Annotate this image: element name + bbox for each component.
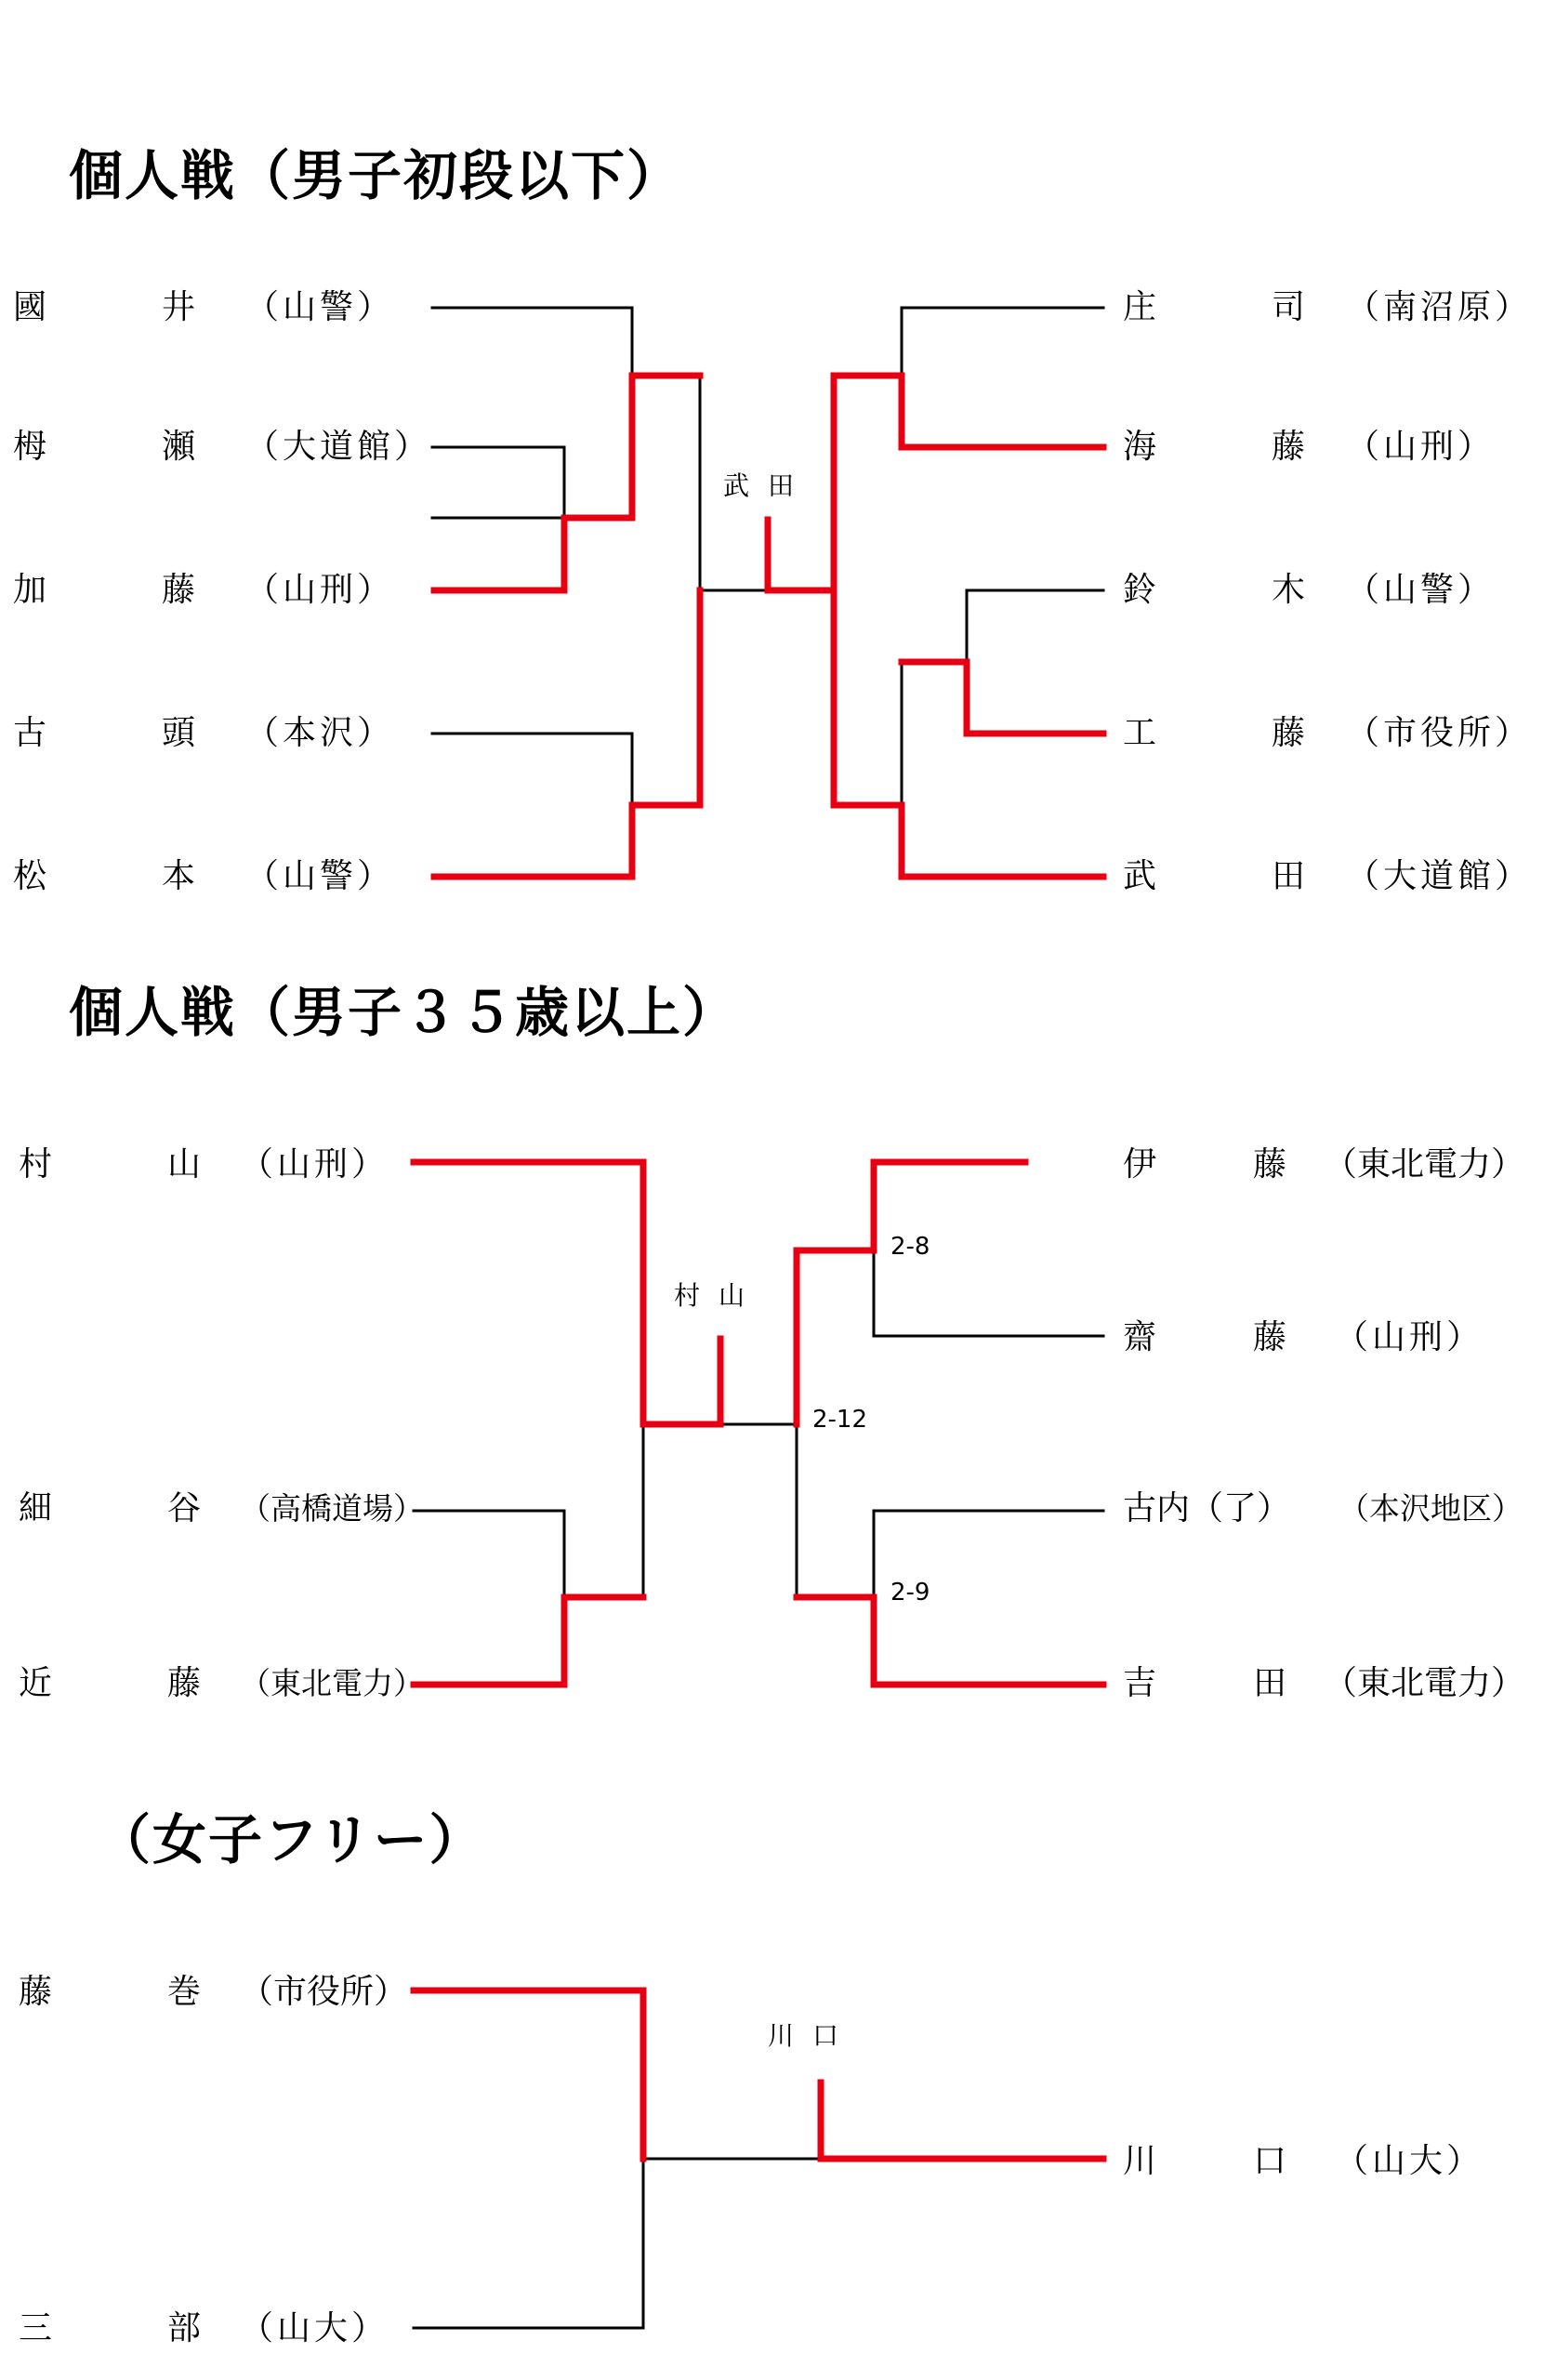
club-name: （東北電力）: [240, 1665, 424, 1701]
winner-line: [768, 520, 1103, 877]
winner-line: [797, 1162, 1025, 1424]
family-name: 加: [13, 571, 47, 609]
champion-name: 武田: [723, 470, 813, 501]
club-name: （本沢地区）: [1339, 1490, 1523, 1527]
match-score: 2-12: [812, 1406, 868, 1434]
family-name: 伊: [1123, 1145, 1157, 1183]
family-name: 松: [13, 857, 47, 895]
given-name: 巻: [167, 1973, 202, 2011]
given-name: 藤: [1253, 1145, 1287, 1183]
family-name: 武: [1123, 857, 1157, 895]
bracket-line: [902, 308, 1103, 376]
winner-line: [902, 662, 1103, 734]
given-name: 田: [1272, 857, 1306, 895]
club-name: （山警）: [1346, 571, 1496, 609]
club-name: （山刑）: [1335, 1318, 1484, 1356]
club-name: （山警）: [245, 288, 395, 326]
club-name: （東北電力）: [1324, 1664, 1525, 1702]
given-name: 田: [1253, 1664, 1287, 1702]
given-name: 谷: [167, 1489, 202, 1527]
champion-name: 村山: [674, 1280, 764, 1311]
family-name: 近: [19, 1664, 53, 1702]
bracket-line: [967, 590, 1103, 662]
bracket-line: [874, 1511, 1103, 1597]
match-score: 2-8: [890, 1233, 930, 1261]
given-name: 本: [162, 857, 196, 895]
family-name: 川: [1123, 2142, 1157, 2180]
winner-line: [434, 376, 700, 590]
given-name: 藤: [1272, 714, 1306, 752]
family-name: 村: [19, 1145, 53, 1183]
club-name: （東北電力）: [1324, 1145, 1525, 1183]
club-name: （南沼原）: [1346, 288, 1533, 326]
bracket-line: [720, 1424, 797, 1597]
club-name: （大道館）: [245, 428, 432, 466]
family-name: 海: [1123, 428, 1157, 466]
winner-line: [797, 1597, 1103, 1685]
bracket-line: [432, 734, 632, 805]
family-name: 齋: [1123, 1318, 1157, 1356]
family-name: 古: [13, 714, 47, 752]
given-name: 藤: [167, 1664, 202, 1702]
family-name: 細: [19, 1489, 53, 1527]
family-name: 工: [1123, 714, 1157, 752]
champion-name: 川口: [768, 2020, 858, 2051]
given-name: 部: [167, 2309, 202, 2347]
given-name: 頭: [162, 714, 196, 752]
section-title: （女子フリー）: [97, 1808, 485, 1871]
given-name: 井: [162, 288, 196, 326]
club-name: （市役所）: [1346, 714, 1533, 752]
winner-line: [414, 1990, 643, 2159]
match-score: 2-9: [890, 1579, 930, 1606]
winner-line: [821, 2082, 1103, 2159]
given-name: 藤: [1272, 428, 1306, 466]
winner-line: [414, 1162, 720, 1424]
club-name: （高橋道場）: [240, 1490, 424, 1527]
family-name: 古内（了）: [1123, 1489, 1291, 1527]
club-name: （山刑）: [1346, 428, 1496, 466]
family-name: 藤: [19, 1973, 53, 2011]
club-name: （市役所）: [240, 1973, 408, 2011]
club-name: （山警）: [245, 857, 395, 895]
club-name: （本沢）: [245, 714, 395, 752]
section-title: 個人戦（男子初段以下）: [69, 144, 683, 207]
family-name: 吉: [1123, 1664, 1157, 1702]
given-name: 木: [1272, 571, 1306, 609]
winner-line: [414, 1597, 643, 1685]
given-name: 司: [1272, 288, 1306, 326]
bracket-line: [432, 308, 632, 376]
winner-line: [834, 376, 1103, 590]
given-name: 藤: [1253, 1318, 1287, 1356]
given-name: 山: [167, 1145, 202, 1183]
club-name: （山刑）: [240, 1145, 389, 1183]
given-name: 瀬: [162, 428, 196, 466]
club-name: （山大）: [240, 2309, 389, 2347]
family-name: 三: [19, 2309, 53, 2347]
club-name: （山大）: [1335, 2142, 1484, 2180]
bracket-line: [414, 1511, 564, 1597]
club-name: （山刑）: [245, 571, 395, 609]
family-name: 庄: [1123, 288, 1157, 326]
bracket-line: [874, 1250, 1103, 1336]
bracket-line: [414, 2159, 821, 2328]
family-name: 鈴: [1123, 571, 1157, 609]
family-name: 國: [13, 288, 47, 326]
club-name: （大道館）: [1346, 857, 1533, 895]
family-name: 栂: [13, 428, 47, 466]
bracket-line: [700, 376, 768, 590]
given-name: 藤: [162, 571, 196, 609]
bracket-line: [432, 447, 564, 518]
given-name: 口: [1253, 2142, 1287, 2180]
section-title: 個人戦（男子３５歳以上）: [69, 981, 739, 1044]
